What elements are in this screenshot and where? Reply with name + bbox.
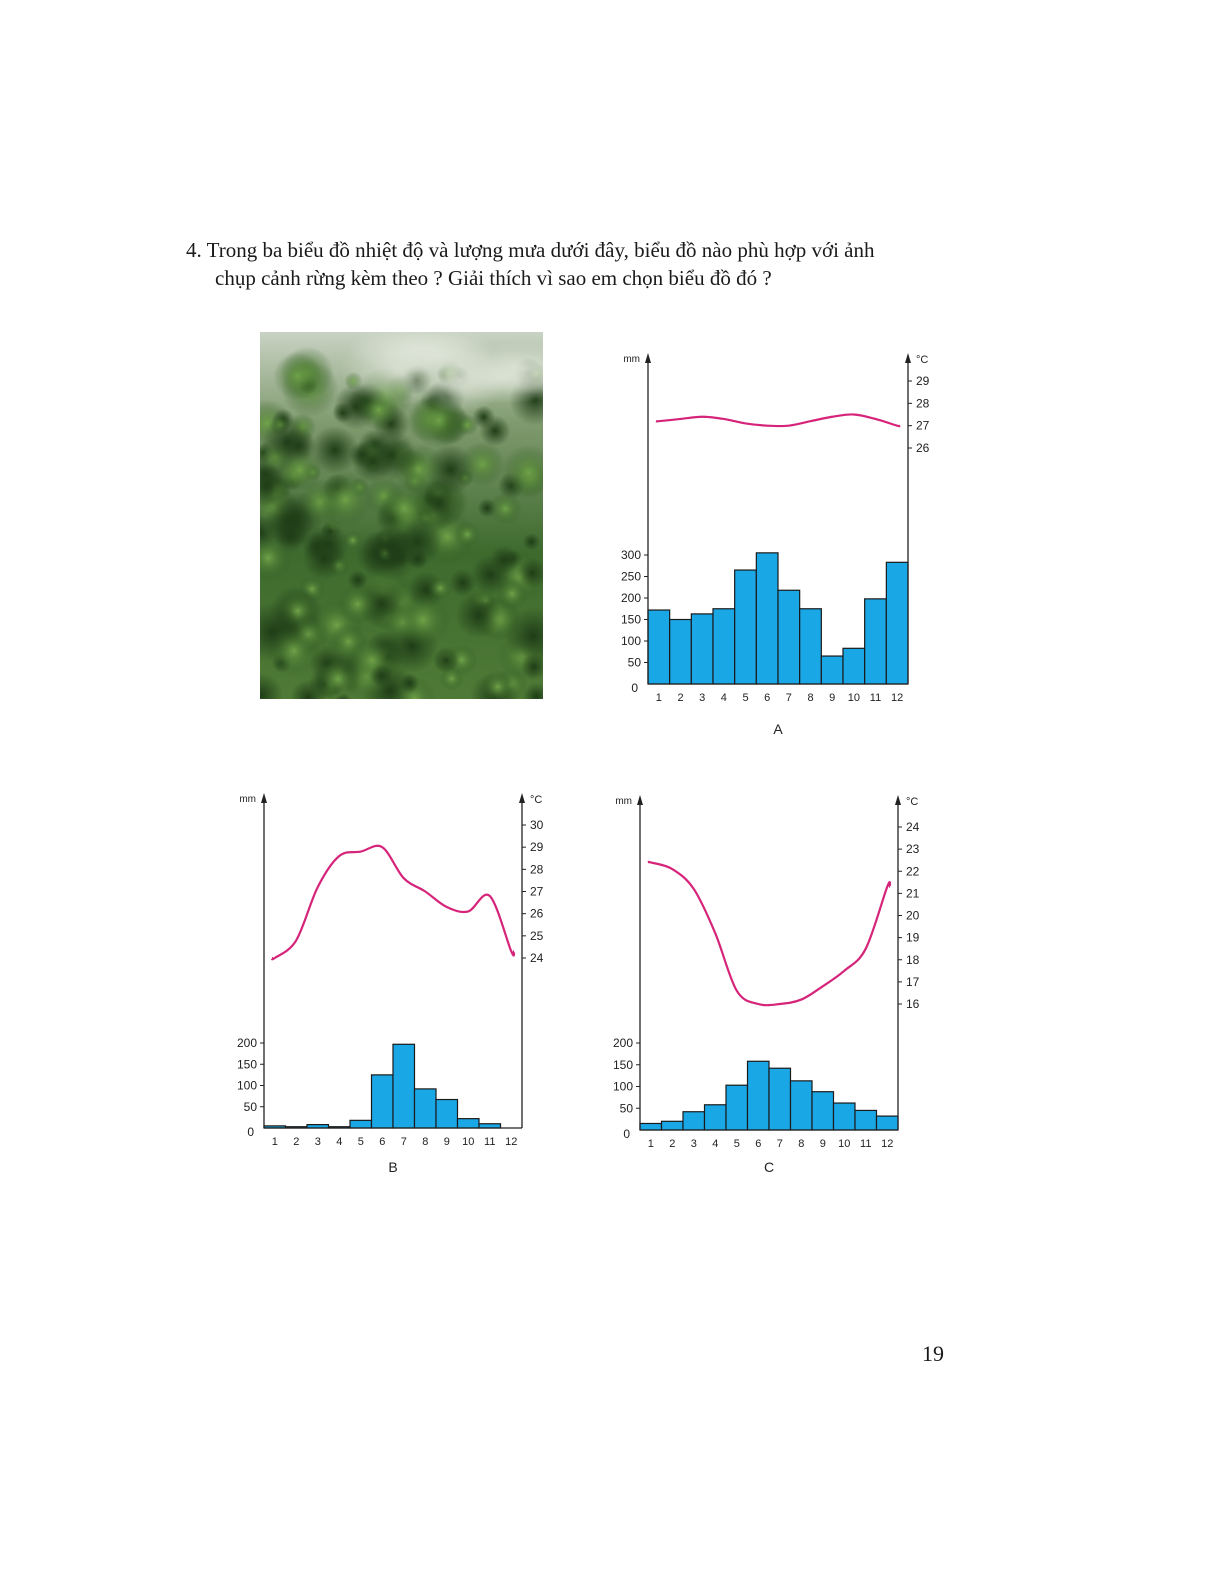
rain-bar (843, 648, 865, 684)
question-line-1: 4. Trong ba biểu đồ nhiệt độ và lượng mưa dưới đây, biểu đồ nào phù hợp với ảnh (186, 238, 875, 262)
temp-axis-arrow (905, 353, 911, 363)
rain-tick-label: 0 (623, 1127, 630, 1141)
rain-bar (683, 1112, 705, 1130)
rain-tick-label: 200 (620, 591, 641, 605)
month-label: 1 (655, 692, 662, 704)
rain-tick-label: 100 (612, 1079, 633, 1094)
month-label: 5 (357, 1136, 364, 1148)
month-label: 7 (776, 1138, 783, 1150)
month-label: 5 (742, 692, 749, 704)
rain-bar (756, 553, 778, 684)
temp-tick-label: 18 (906, 952, 920, 967)
month-label: 9 (829, 692, 836, 704)
rain-unit-label: mm (615, 796, 632, 807)
chart-c (613, 795, 920, 1175)
temp-tick-label: 28 (530, 862, 544, 877)
temp-unit-label: °C (530, 794, 543, 806)
rain-bar (778, 590, 800, 684)
rain-bar (415, 1089, 437, 1128)
temp-unit-label: °C (916, 354, 929, 366)
rain-axis-arrow (261, 793, 267, 803)
rain-bar (791, 1081, 813, 1130)
rain-bar (640, 1123, 662, 1130)
month-label: 4 (336, 1136, 343, 1148)
rain-bar (436, 1100, 458, 1128)
rain-bar (769, 1068, 791, 1130)
month-label: 2 (669, 1138, 676, 1150)
rain-bar (670, 620, 692, 685)
chart-b (237, 793, 544, 1175)
rain-axis-arrow (645, 353, 651, 363)
month-label: 10 (462, 1136, 475, 1148)
month-label: 10 (838, 1138, 851, 1150)
rain-tick-label: 200 (236, 1036, 257, 1050)
temp-tick-label: 26 (530, 906, 544, 921)
temp-tick-label: 25 (530, 928, 544, 943)
temperature-line (648, 862, 890, 1005)
page-number: 19 (922, 1341, 944, 1366)
rain-bar (662, 1121, 684, 1130)
rain-bar (855, 1110, 877, 1130)
month-label: 12 (505, 1136, 518, 1148)
chart-a (621, 353, 930, 737)
rain-tick-label: 50 (243, 1099, 257, 1114)
rain-axis-arrow (637, 795, 643, 805)
rain-bar (372, 1075, 394, 1128)
temp-tick-label: 27 (530, 884, 544, 899)
month-label: 6 (755, 1138, 762, 1150)
month-label: 4 (712, 1138, 719, 1150)
month-label: 7 (785, 692, 792, 704)
temp-tick-label: 30 (530, 818, 544, 832)
chart-title: A (773, 721, 783, 737)
month-label: 3 (690, 1138, 697, 1150)
month-label: 5 (733, 1138, 740, 1150)
rain-bar (705, 1105, 727, 1130)
temp-tick-label: 20 (906, 908, 920, 923)
temp-tick-label: 26 (916, 441, 930, 455)
month-label: 8 (807, 692, 814, 704)
rain-tick-label: 150 (620, 612, 641, 627)
rain-unit-label: mm (239, 794, 256, 805)
rain-bar (458, 1119, 480, 1128)
rain-tick-label: 150 (236, 1057, 257, 1072)
rain-tick-label: 0 (247, 1125, 254, 1139)
temp-tick-label: 28 (916, 396, 930, 411)
month-label: 6 (379, 1136, 386, 1148)
month-label: 1 (647, 1138, 654, 1150)
rain-bar (865, 599, 887, 684)
month-label: 11 (869, 692, 882, 704)
month-label: 1 (271, 1136, 278, 1148)
rain-bar (350, 1120, 372, 1128)
rain-tick-label: 100 (620, 634, 641, 648)
rain-tick-label: 50 (619, 1101, 633, 1116)
temp-tick-label: 16 (906, 997, 920, 1011)
temp-tick-label: 17 (906, 974, 920, 989)
temperature-line (656, 414, 900, 426)
rain-bar (393, 1044, 415, 1128)
month-label: 9 (443, 1136, 450, 1148)
rain-bar (800, 609, 822, 684)
month-label: 3 (314, 1136, 321, 1148)
rain-tick-label: 100 (236, 1078, 257, 1093)
chart-title: C (763, 1159, 775, 1175)
temp-unit-label: °C (906, 796, 919, 808)
chart-title: B (388, 1159, 398, 1175)
rain-bar (821, 656, 843, 684)
month-label: 9 (819, 1138, 826, 1150)
temp-tick-label: 27 (916, 418, 930, 433)
rain-bar (812, 1092, 834, 1130)
rain-tick-label: 0 (631, 681, 638, 695)
rain-bar (735, 570, 757, 684)
rain-bar (748, 1061, 770, 1130)
rain-bar (726, 1085, 748, 1130)
month-label: 6 (764, 692, 771, 704)
temp-tick-label: 21 (906, 886, 920, 901)
temp-tick-label: 24 (530, 951, 544, 965)
temp-tick-label: 24 (906, 820, 920, 834)
rain-bar (886, 562, 908, 684)
temp-axis-arrow (895, 795, 901, 805)
temp-tick-label: 29 (530, 840, 544, 855)
month-label: 2 (293, 1136, 300, 1148)
month-label: 8 (798, 1138, 805, 1150)
rain-bar (834, 1103, 856, 1130)
rain-bar (877, 1116, 899, 1130)
rain-bar (713, 609, 735, 684)
temp-tick-label: 29 (916, 374, 930, 388)
temp-axis-arrow (519, 793, 525, 803)
month-label: 2 (677, 692, 684, 704)
temp-tick-label: 22 (906, 864, 920, 879)
temp-tick-label: 23 (906, 842, 920, 857)
month-label: 3 (699, 692, 706, 704)
month-label: 8 (422, 1136, 429, 1148)
rain-tick-label: 250 (620, 569, 641, 584)
month-label: 10 (847, 692, 860, 704)
rain-tick-label: 300 (620, 548, 641, 562)
rain-bar (648, 610, 670, 684)
month-label: 4 (720, 692, 727, 704)
month-label: 12 (891, 692, 904, 704)
rain-bar (691, 614, 713, 684)
month-label: 11 (860, 1138, 872, 1150)
month-label: 11 (484, 1136, 496, 1148)
month-label: 12 (881, 1138, 894, 1150)
rain-unit-label: mm (623, 354, 640, 365)
rain-tick-label: 50 (627, 655, 641, 670)
rain-tick-label: 200 (612, 1036, 633, 1050)
temp-tick-label: 19 (906, 930, 920, 945)
month-label: 7 (400, 1136, 407, 1148)
rain-tick-label: 150 (612, 1057, 633, 1072)
question-line-2: chụp cảnh rừng kèm theo ? Giải thích vì sao em chọn biểu đồ đó ? (215, 266, 772, 290)
temperature-line (272, 846, 514, 960)
